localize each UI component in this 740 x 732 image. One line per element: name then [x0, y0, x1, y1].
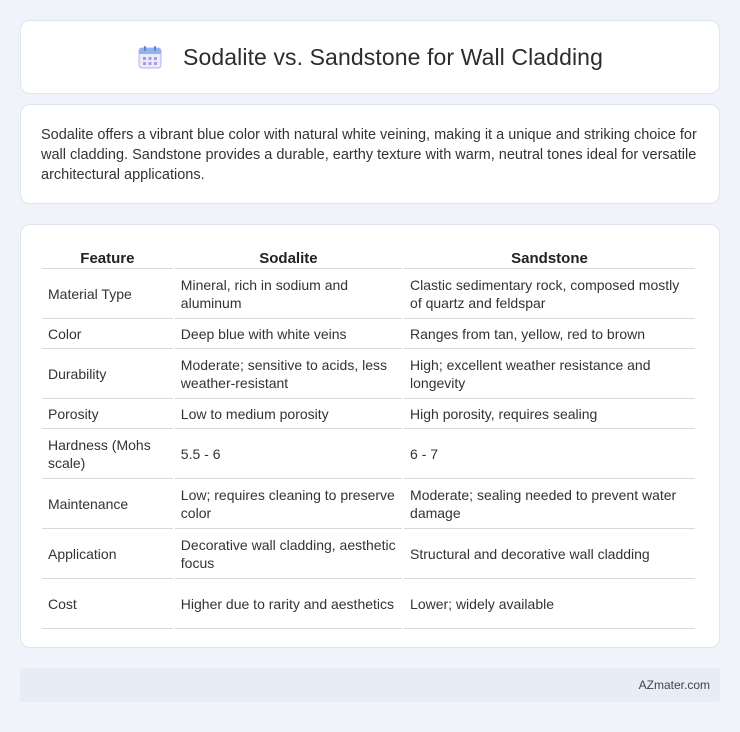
table-header-row — [42, 245, 695, 269]
table-row — [42, 399, 695, 429]
feature-cell: Application — [42, 529, 173, 579]
sandstone-cell: Lower; widely available — [404, 579, 695, 629]
table-row — [42, 319, 695, 349]
table-row — [42, 349, 695, 399]
column-header-feature: Feature — [42, 245, 173, 269]
sodalite-cell: Higher due to rarity and aesthetics — [175, 579, 402, 629]
header-card — [20, 20, 720, 94]
sodalite-cell: Decorative wall cladding, aesthetic focus — [175, 529, 402, 579]
table-row — [42, 429, 695, 479]
page-title: Sodalite vs. Sandstone for Wall Cladding — [183, 43, 603, 70]
feature-cell: Color — [42, 319, 173, 349]
column-header-sodalite: Sodalite — [175, 245, 402, 269]
sodalite-cell: Deep blue with white veins — [175, 319, 402, 349]
sandstone-cell: Clastic sedimentary rock, composed mostly of quartz and feldspar — [404, 269, 695, 319]
table-row — [42, 529, 695, 579]
intro-text: Sodalite offers a vibrant blue color with natural white veining, making it a unique and striking choice for wall cladding. Sandstone provides a durable, earthy texture with warm, neutral tones ideal for versatile architectural applications. — [41, 127, 697, 183]
feature-cell: Hardness (Mohs scale) — [42, 429, 173, 479]
sodalite-cell: Moderate; sensitive to acids, less weather-resistant — [175, 349, 402, 399]
comparison-card — [20, 224, 720, 648]
table-row — [42, 579, 695, 629]
sandstone-cell: High; excellent weather resistance and longevity — [404, 349, 695, 399]
sandstone-cell: 6 - 7 — [404, 429, 695, 479]
calendar-icon — [137, 44, 163, 70]
sandstone-cell: Structural and decorative wall cladding — [404, 529, 695, 579]
table-row — [42, 479, 695, 529]
comparison-table — [40, 245, 697, 629]
feature-cell: Porosity — [42, 399, 173, 429]
sandstone-cell: High porosity, requires sealing — [404, 399, 695, 429]
sandstone-cell: Ranges from tan, yellow, red to brown — [404, 319, 695, 349]
sodalite-cell: Mineral, rich in sodium and aluminum — [175, 269, 402, 319]
footer-bar — [20, 668, 720, 702]
sodalite-cell: Low; requires cleaning to preserve color — [175, 479, 402, 529]
sodalite-cell: Low to medium porosity — [175, 399, 402, 429]
feature-cell: Cost — [42, 579, 173, 629]
sodalite-cell: 5.5 - 6 — [175, 429, 402, 479]
intro-card — [20, 104, 720, 204]
sandstone-cell: Moderate; sealing needed to prevent water damage — [404, 479, 695, 529]
feature-cell: Material Type — [42, 269, 173, 319]
feature-cell: Maintenance — [42, 479, 173, 529]
feature-cell: Durability — [42, 349, 173, 399]
table-row — [42, 269, 695, 319]
column-header-sandstone: Sandstone — [404, 245, 695, 269]
footer-brand: AZmater.com — [638, 678, 710, 692]
